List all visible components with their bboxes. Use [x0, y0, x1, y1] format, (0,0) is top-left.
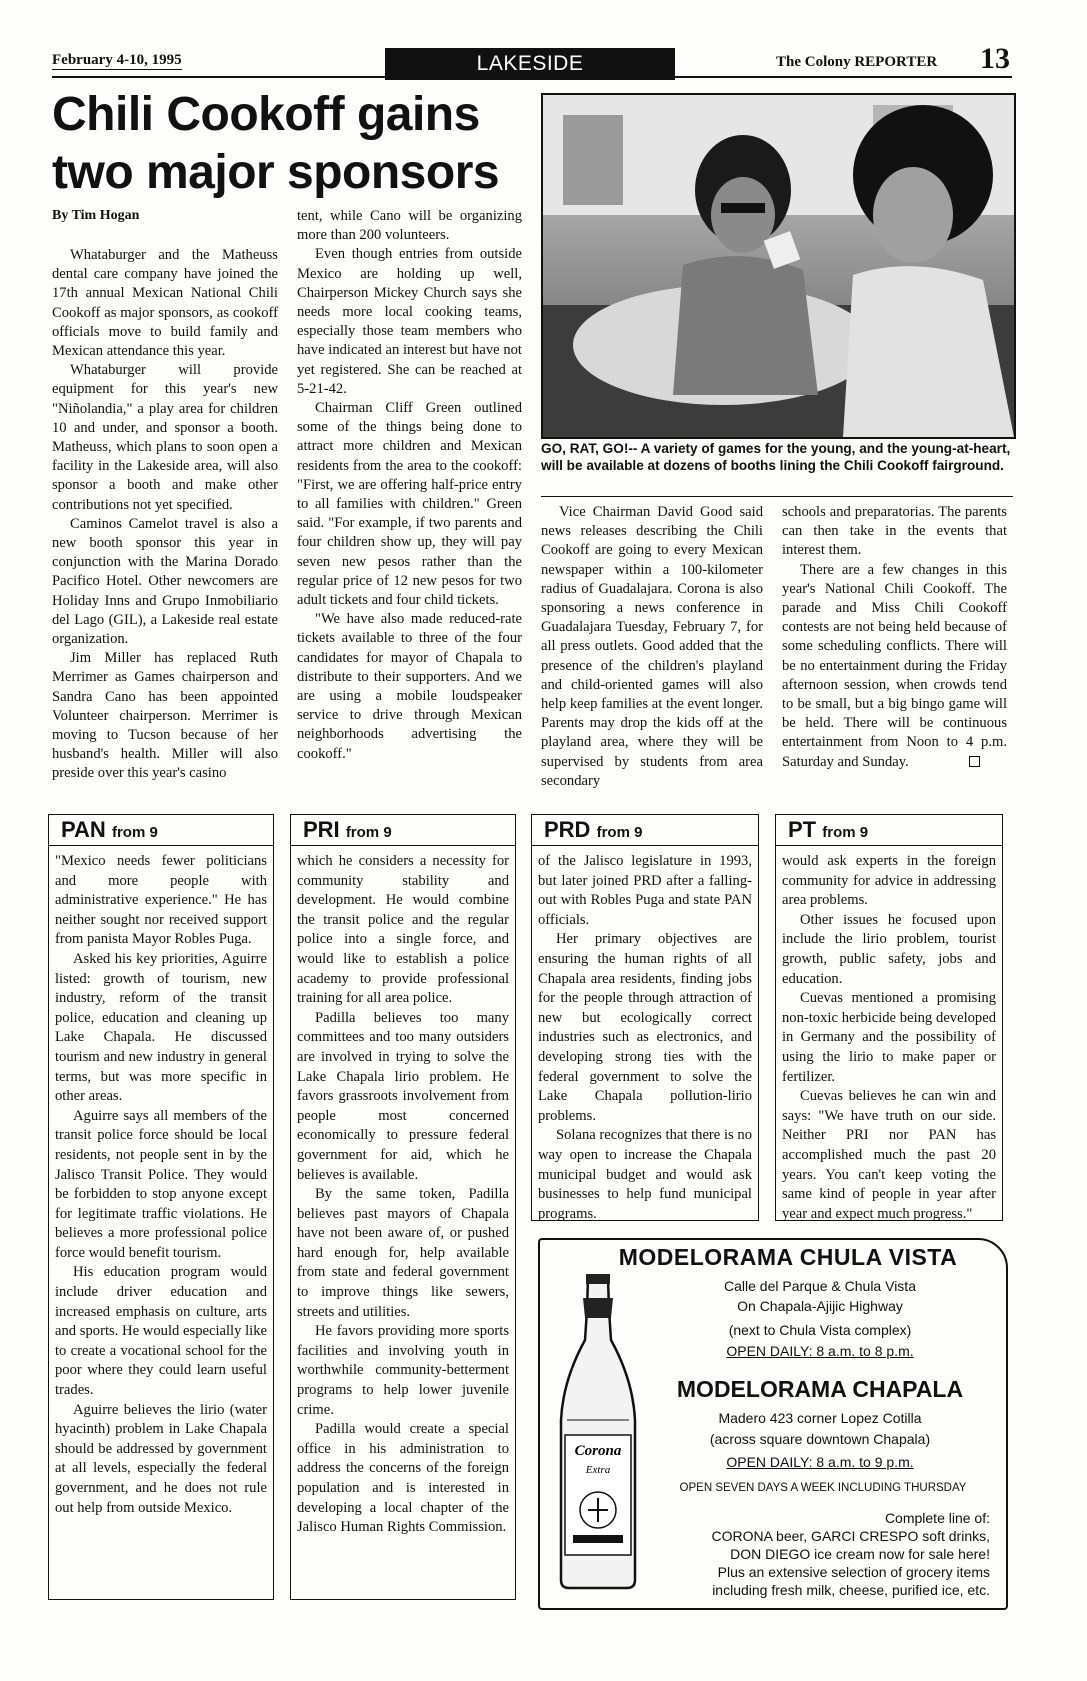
paragraph: Whataburger will provide equipment for this year's new "Niñolandia," a play area for children 10 and under, and sponsor a booth. Matheuss, which plans to soon open a facility in the Lakeside area, will also sponsor a booth and make other contributions not yet specified.	[52, 362, 278, 513]
bottle-brand: Corona	[574, 1443, 622, 1459]
ad-product-line-5: including fresh milk, cheese, purified ice, etc.	[712, 1582, 990, 1598]
jump-body	[532, 846, 758, 1224]
paragraph: "Mexico needs fewer politicians and more people with administrative experience." He has neither sought nor received support from panista Mayor Robles Puga.	[55, 853, 267, 948]
jump-body	[49, 846, 273, 1518]
jump-box-pt	[775, 814, 1003, 1221]
jump-header	[532, 815, 758, 846]
article-column-2	[297, 207, 522, 764]
jump-box-pri	[290, 814, 516, 1600]
ad-hours-1: OPEN DAILY: 8 a.m. to 8 p.m.	[726, 1343, 914, 1359]
paragraph: Cuevas mentioned a promising non-toxic herbicide being developed in Germany and the possibility of using the lirio to make paper or fertilizer.	[782, 990, 996, 1085]
article-column-4	[782, 503, 1007, 772]
paragraph: of the Jalisco legislature in 1993, but later joined PRD after a falling-out with Robles Puga and state PAN officials.	[538, 853, 752, 928]
ad-address-3: (next to Chula Vista complex)	[728, 1322, 912, 1338]
ad-address-4: Madero 423 corner Lopez Cotilla	[718, 1410, 922, 1426]
paragraph-text: There are a few changes in this year's National Chili Cookoff. The parade and Miss Chili Cookoff contests are not being held because of some scheduling conflicts. There will be no entertainment during the Friday afternoon session, when crowds tend to be small, but a big bingo game will be held. There will be continuous entertainment from Noon to 4 p.m. Saturday and Sunday.	[782, 561, 1007, 770]
paragraph	[782, 561, 1007, 772]
paragraph: tent, while Cano will be organizing more than 200 volunteers.	[297, 208, 522, 244]
jump-header	[49, 815, 273, 846]
newspaper-name: The Colony REPORTER	[776, 54, 938, 70]
ad-product-line-1: Complete line of:	[884, 1510, 990, 1526]
jump-from: from 9	[596, 824, 643, 841]
paragraph: schools and preparatorias. The parents can then take in the events that interest them.	[782, 504, 1007, 559]
photo-caption: GO, RAT, GO!-- A variety of games for the young, and the young-at-heart, will be available at dozens of booths lining the Chili Cookoff fairground.	[541, 441, 1011, 473]
ad-open-seven-days: OPEN SEVEN DAYS A WEEK INCLUDING THURSDAY	[679, 1482, 967, 1494]
ad-product-line-3: DON DIEGO ice cream now for sale here!	[730, 1546, 990, 1562]
caption-rule	[541, 496, 1013, 497]
paragraph: Caminos Camelot travel is also a new booth sponsor this year in conjunction with the Marina Dorado Pacifico Hotel. Other newcomers are Holiday Inns and Grupo Inmobiliario del Lago (GIL), a Lakeside real estate organization.	[52, 515, 278, 648]
paragraph: "We have also made reduced-rate tickets available to three of the four candidates for mayor of Chapala to distribute to their supporters. And we are using a mobile loudspeaker service to drive through Mexican neighborhoods advertising the cookoff."	[297, 611, 522, 762]
corona-bottle-icon	[553, 1270, 643, 1590]
header-rule	[52, 76, 1012, 78]
jump-body	[776, 846, 1002, 1224]
jump-header	[291, 815, 515, 846]
jump-body	[291, 846, 515, 1538]
ad-hours-2: OPEN DAILY: 8 a.m. to 9 p.m.	[726, 1454, 914, 1470]
ad-address-5: (across square downtown Chapala)	[709, 1431, 931, 1447]
ad-address-1: Calle del Parque & Chula Vista	[724, 1278, 916, 1294]
jump-from: from 9	[111, 824, 158, 841]
ad-title-chula-vista: MODELORAMA CHULA VISTA	[618, 1244, 958, 1270]
jump-box-pan	[48, 814, 274, 1600]
jump-header	[776, 815, 1002, 846]
photo-image	[543, 95, 1014, 437]
article-photo	[541, 93, 1016, 439]
jump-title: PT	[788, 817, 817, 842]
paragraph: Vice Chairman David Good said news releases describing the Chili Cookoff are going to every Mexican newspaper within a 100-kilometer radius of Guadalajara. Corona is also sponsoring a news conference in Guadalajara Tuesday, February 7, for all press outlets. Good added that the presence of the children's playland and child-oriented games will also help keep families at the event longer. Parents may drop the kids off at the playland area, where they will be supervised by students from area secondary	[541, 504, 763, 789]
article-column-1	[52, 246, 278, 784]
page-number: 13	[980, 42, 1010, 75]
paragraph: Jim Miller has replaced Ruth Merrimer as Games chairperson and Sandra Cano has been appointed Volunteer chairperson. Merrimer is moving to Tucson because of her husband's health. Miller will also preside over this year's casino	[52, 650, 278, 782]
paragraph: He favors providing more sports facilities and involving youth in worthwhile community-betterment programs to help lower juvenile crime.	[297, 1323, 509, 1418]
paragraph: Cuevas believes he can win and says: "We have truth on our side. Neither PRI nor PAN has accomplished much the past 20 years. You can't keep voting the same kind of people in year after year and expect much progress."	[782, 1088, 996, 1222]
paragraph: Aguirre says all members of the transit police force should be local residents, not people sent in by the Jalisco Transit Police. They would be forbidden to stop anyone except for legitimate traffic violations. He believes a more professional police force would benefit tourism.	[55, 1107, 267, 1261]
paragraph: Aguirre believes the lirio (water hyacinth) problem in Lake Chapala should be addressed by government at all levels, especially the federal government, and he does not rule out help from outside Mexico.	[55, 1401, 267, 1516]
jump-title: PRD	[544, 817, 591, 842]
paragraph: His education program would include driver education and increased emphasis on culture, arts and sports. He would especially like to create a vocational school for the poor where they could learn useful trades.	[55, 1264, 267, 1399]
byline: By Tim Hogan	[52, 208, 140, 223]
paragraph: Chairman Cliff Green outlined some of the things being done to attract more children and Mexican residents from the area to the cookoff: "First, we are offering half-price entry to all families with children." Green said. "For example, if two parents and four children show up, they will pay seven new pesos rather than the regular price of 12 new pesos for two adult tickets and four child tickets.	[297, 400, 522, 609]
paragraph: Padilla would create a special office in his administration to address the concerns of the foreign population and is interested in developing a local chapter of the Jalisco Human Rights Commission.	[297, 1421, 509, 1536]
jump-title: PRI	[303, 817, 340, 842]
paragraph: which he considers a necessity for community stability and development. He would combine the transit police and the regular police into a single force, and would like to establish a police academy to provide professional training for all area police.	[297, 853, 509, 1007]
headline-line-1: Chili Cookoff gains	[52, 88, 480, 141]
paragraph: Padilla believes too many committees and too many outsiders are involved in trying to solve the Lake Chapala lirio problem. He favors grassroots involvement from people most concerned economically to pressure federal government for aid, which he believes is available.	[297, 1009, 509, 1183]
jump-from: from 9	[345, 824, 392, 841]
end-mark-icon	[969, 756, 980, 767]
paragraph: Other issues he focused upon include the lirio problem, tourist growth, public safety, jobs and education.	[782, 911, 996, 987]
ad-product-line-2: CORONA beer, GARCI CRESPO soft drinks,	[711, 1528, 990, 1544]
paragraph: Asked his key priorities, Aguirre listed: growth of tourism, new industry, reform of the transit police, education and cleaning up Lake Chapala. He discussed tourism and new industry in general terms, but was more specific in other areas.	[55, 950, 267, 1105]
paragraph: By the same token, Padilla believes past mayors of Chapala have not been aware of, or pushed hard enough for, help available from state and federal government to improve things like sewers, streets and utilities.	[297, 1186, 509, 1320]
jump-box-prd	[531, 814, 759, 1221]
paragraph: Whataburger and the Matheuss dental care company have joined the 17th annual Mexican National Chili Cookoff as major sponsors, as cookoff officials move to build family and Mexican attendance this year.	[52, 247, 278, 360]
ad-product-line-4: Plus an extensive selection of grocery items	[717, 1564, 990, 1580]
ad-address-2: On Chapala-Ajijic Highway	[737, 1298, 903, 1314]
issue-date: February 4-10, 1995	[52, 52, 182, 68]
bottle-subbrand: Extra	[585, 1464, 611, 1476]
jump-title: PAN	[61, 817, 106, 842]
paragraph: Solana recognizes that there is no way open to increase the Chapala municipal budget and would ask businesses to help fund municipal programs.	[538, 1127, 752, 1222]
ad-title-chapala: MODELORAMA CHAPALA	[676, 1376, 964, 1402]
article-headline	[52, 86, 542, 202]
section-banner: LAKESIDE	[385, 48, 675, 80]
jump-from: from 9	[822, 824, 869, 841]
headline-line-2: two major sponsors	[52, 146, 500, 199]
paragraph: Her primary objectives are ensuring the human rights of all Chapala area residents, finding jobs for the people through attraction of new but ecologically correct industries such as electronics, and developing strong ties with the federal government to solve the Lake Chapala pollution-lirio problems.	[538, 931, 752, 1124]
article-column-3	[541, 503, 763, 791]
paragraph: would ask experts in the foreign community for advice in addressing area problems.	[782, 853, 996, 909]
paragraph: Even though entries from outside Mexico are holding up well, Chairperson Mickey Church says she needs more local cooking teams, especially those team members who have indicated an interest but have not yet registered. She can be reached at 5-21-42.	[297, 246, 522, 397]
